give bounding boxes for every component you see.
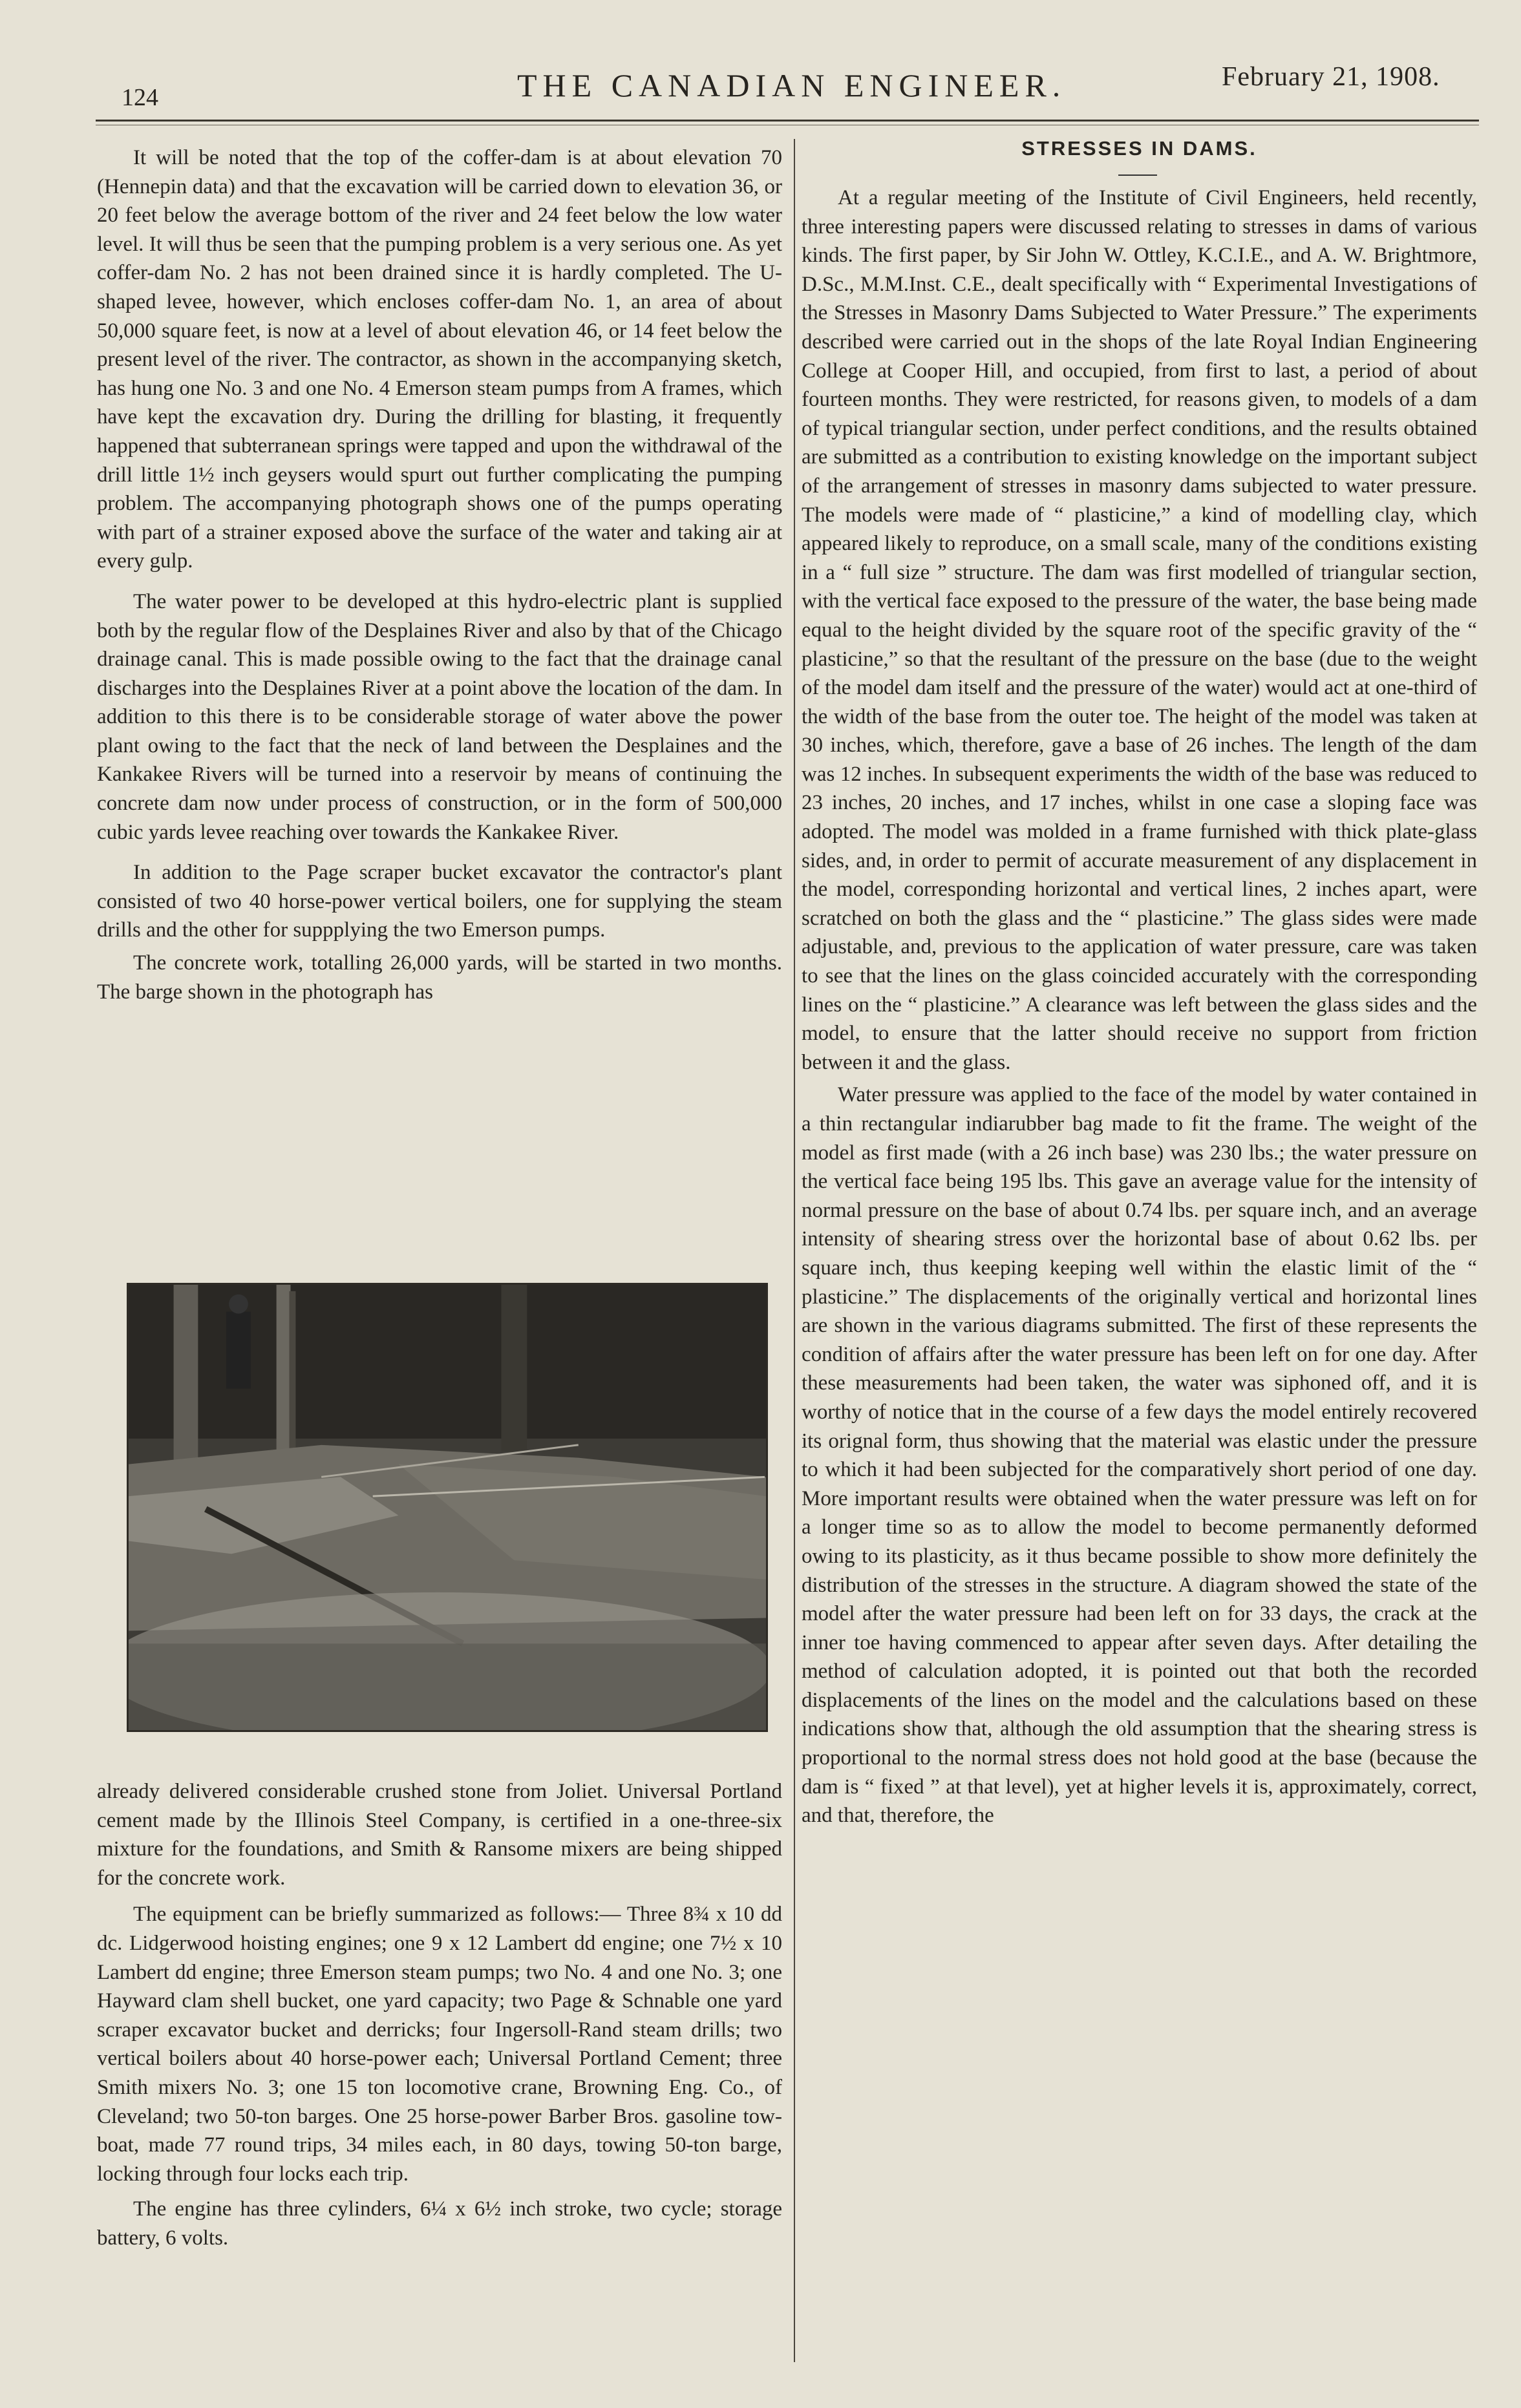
journal-title: THE CANADIAN ENGINEER.	[517, 67, 1067, 103]
paragraph: already delivered considerable crushed stone from Joliet. Universal Portland cement made by the Illinois Steel Company, is certified in a one-three-six mixture for the foundations, and Smith & Ransome mixers are being shipped for the concrete work.	[97, 1780, 782, 1890]
photograph-image	[129, 1285, 766, 1730]
column-divider	[794, 139, 795, 2362]
paragraph: The engine has three cylinders, 6¼ x 6½ inch stroke, two cycle; storage battery, 6 volts.	[97, 2197, 782, 2250]
left-column	[97, 143, 782, 1006]
article-title: STRESSES IN DAMS.	[1021, 137, 1257, 160]
page-header	[97, 61, 1477, 113]
paragraph: It will be noted that the top of the coffer-dam is at about elevation 70 (Hennepin data) and that the excavation will be carried down to elevation 36, or 20 feet below the average bottom of the river and 24 feet below the low water level. It will thus be seen that the pumping problem is a very serious one. As yet coffer-dam No. 2 has not been drained since it is hardly completed. The U-shaped levee, however, which encloses coffer-dam No. 1, an area of about 50,000 square feet, is now at a level of about elevation 46, or 14 feet below the present level of the river. The contractor, as shown in the accompanying sketch, has hung one No. 3 and one No. 4 Emerson steam pumps from A frames, which have kept the excavation dry. During the drilling for blasting, it frequently happened that subterranean springs were tapped and upon the withdrawal of the drill little 1½ inch geysers would spurt out further complicating the pumping problem. The accompanying photograph shows one of the pumps operating with part of a strainer exposed above the surface of the water and taking air at every gulp.	[97, 146, 782, 573]
left-column-continued	[97, 1777, 782, 2253]
construction-photograph	[127, 1283, 768, 1732]
title-rule	[1118, 174, 1157, 176]
paragraph: At a regular meeting of the Institute of Civil Engineers, held recently, three interesting papers were discussed relating to stresses in dams of various kinds. The first paper, by Sir John W. Ottley, K.C.I.E., and A. W. Brightmore, D.Sc., M.M.Inst. C.E., dealt specifically with “ Experimental Investigations of the Stresses in Masonry Dams Subjected to Water Pressure.” The experiments described were carried out in the shops of the late Royal Indian Engineering College at Cooper Hill, and occupied, from first to last, a period of about fourteen months. They were restricted, for reasons given, to models of a dam of typical triangular section, under perfect conditions, and the results obtained are submitted as a contribution to existing knowledge on the important subject of the arrangement of stresses in masonry dams subjected to water pressure. The models were made of “ plasticine,” a kind of modelling clay, which appeared likely to reproduce, on a small scale, many of the conditions existing in a “ full size ” structure. The dam was first modelled of triangular section, with the vertical face exposed to the pressure of the water, the base being made equal to the height divided by the square root of the specific gravity of the “ plasticine,” so that the resultant of the pressure on the base (due to the weight of the model dam itself and the pressure of the water) would act at one-third of the width of the base from the outer toe. The height of the model was taken at 30 inches, which, therefore, gave a base of 26 inches. The length of the dam was 12 inches. In subsequent experiments the width of the base was reduced to 23 inches, 20 inches, and 17 inches, whilst in one case a sloping face was adopted. The model was molded in a frame furnished with thick plate-glass sides, and, in order to permit of accurate measurement of any displacement in the model, corresponding horizontal and vertical lines, 2 inches apart, were scratched on both the glass and the “ plasticine.” The glass sides were made adjustable, and, previous to the application of water pressure, care was taken to see that the lines on the glass coincided accurately with the corresponding lines on the “ plasticine.” A clearance was left between the glass sides and the model, to ensure that the latter should receive no support from friction between it and the glass.	[802, 186, 1477, 1074]
paragraph: The water power to be developed at this hydro-electric plant is supplied both by the regular flow of the Desplaines River and also by that of the Chicago drainage canal. This is made possible owing to the fact that the drainage canal discharges into the Desplaines River at a point above the location of the dam. In addition to this there is to be considerable storage of water above the power plant owing to the fact that the neck of land between the Desplaines and the Kankakee Rivers will be turned into a reservoir by means of continuing the concrete dam now under process of construction, or in the form of 500,000 cubic yards levee reaching over towards the Kankakee River.	[97, 589, 782, 844]
header-rule	[96, 120, 1479, 121]
right-column	[802, 184, 1477, 1830]
issue-date: February 21, 1908.	[1222, 62, 1440, 92]
paragraph: In addition to the Page scraper bucket excavator the contractor's plant consisted of two 40 horse-power vertical boilers, one for supplying the steam drills and the other for suppplying the two Emerson pumps.	[97, 861, 782, 942]
paragraph: The concrete work, totalling 26,000 yards, will be started in two months. The barge shown in the photograph has	[97, 951, 782, 1004]
paragraph: The equipment can be briefly summarized as follows:— Three 8¾ x 10 dd dc. Lidgerwood hoisting engines; one 9 x 12 Lambert dd engine; one 7½ x 10 Lambert dd engine; three Emerson steam pumps; two No. 4 and one No. 3; one Hayward clam shell bucket, one yard capacity; two Page & Schnable one yard scraper excavator bucket and derricks; four Ingersoll-Rand steam drills; two vertical boilers about 40 horse-power each; Universal Portland Cement; three Smith mixers No. 3; one 15 ton locomotive crane, Browning Eng. Co., of Cleveland; two 50-ton barges. One 25 horse-power Barber Bros. gasoline tow-boat, made 77 round trips, 34 miles each, in 80 days, towing 50-ton barge, locking through four locks each trip.	[97, 1903, 782, 2186]
page-number: 124	[122, 84, 158, 111]
paragraph: Water pressure was applied to the face of the model by water contained in a thin rectangular indiarubber bag made to fit the frame. The weight of the model as first made (with a 26 inch base) was 230 lbs.; the water pressure on the vertical face being 195 lbs. This gave an average value for the intensity of normal pressure on the base of about 0.74 lbs. per square inch, and an average intensity of shearing stress over the horizontal base of about 0.62 lbs. per square inch, thus keeping keeping well within the elastic limit of the “ plasticine.” The displacements of the originally vertical and horizontal lines are shown in the various diagrams submitted. The first of these represents the condition of affairs after the water pressure has been left on for one day. After these measurements had been taken, the water was siphoned off, and it is worthy of notice that in the course of a few days the model entirely recovered its orignal form, thus showing that the material was elastic under the pressure to which it had been subjected for the comparatively short period of one day. More important results were obtained when the water pressure was left on for a longer time so as to allow the model to become permanently deformed owing to its plasticity, as it thus became possible to show more definitely the distribution of the stresses in the structure. A diagram showed the state of the model after the water pressure had been left on for 33 days, the crack at the inner toe having commenced to appear after seven days. After detailing the method of calculation adopted, it is pointed out that both the recorded displacements of the lines on the model and the calculations based on these indications show that, although the old assumption that the shearing stress is proportional to the normal stress does not hold good at the base (because the dam is “ fixed ” at that level), yet at higher levels it is, approximately, correct, and that, therefore, the	[802, 1083, 1477, 1828]
